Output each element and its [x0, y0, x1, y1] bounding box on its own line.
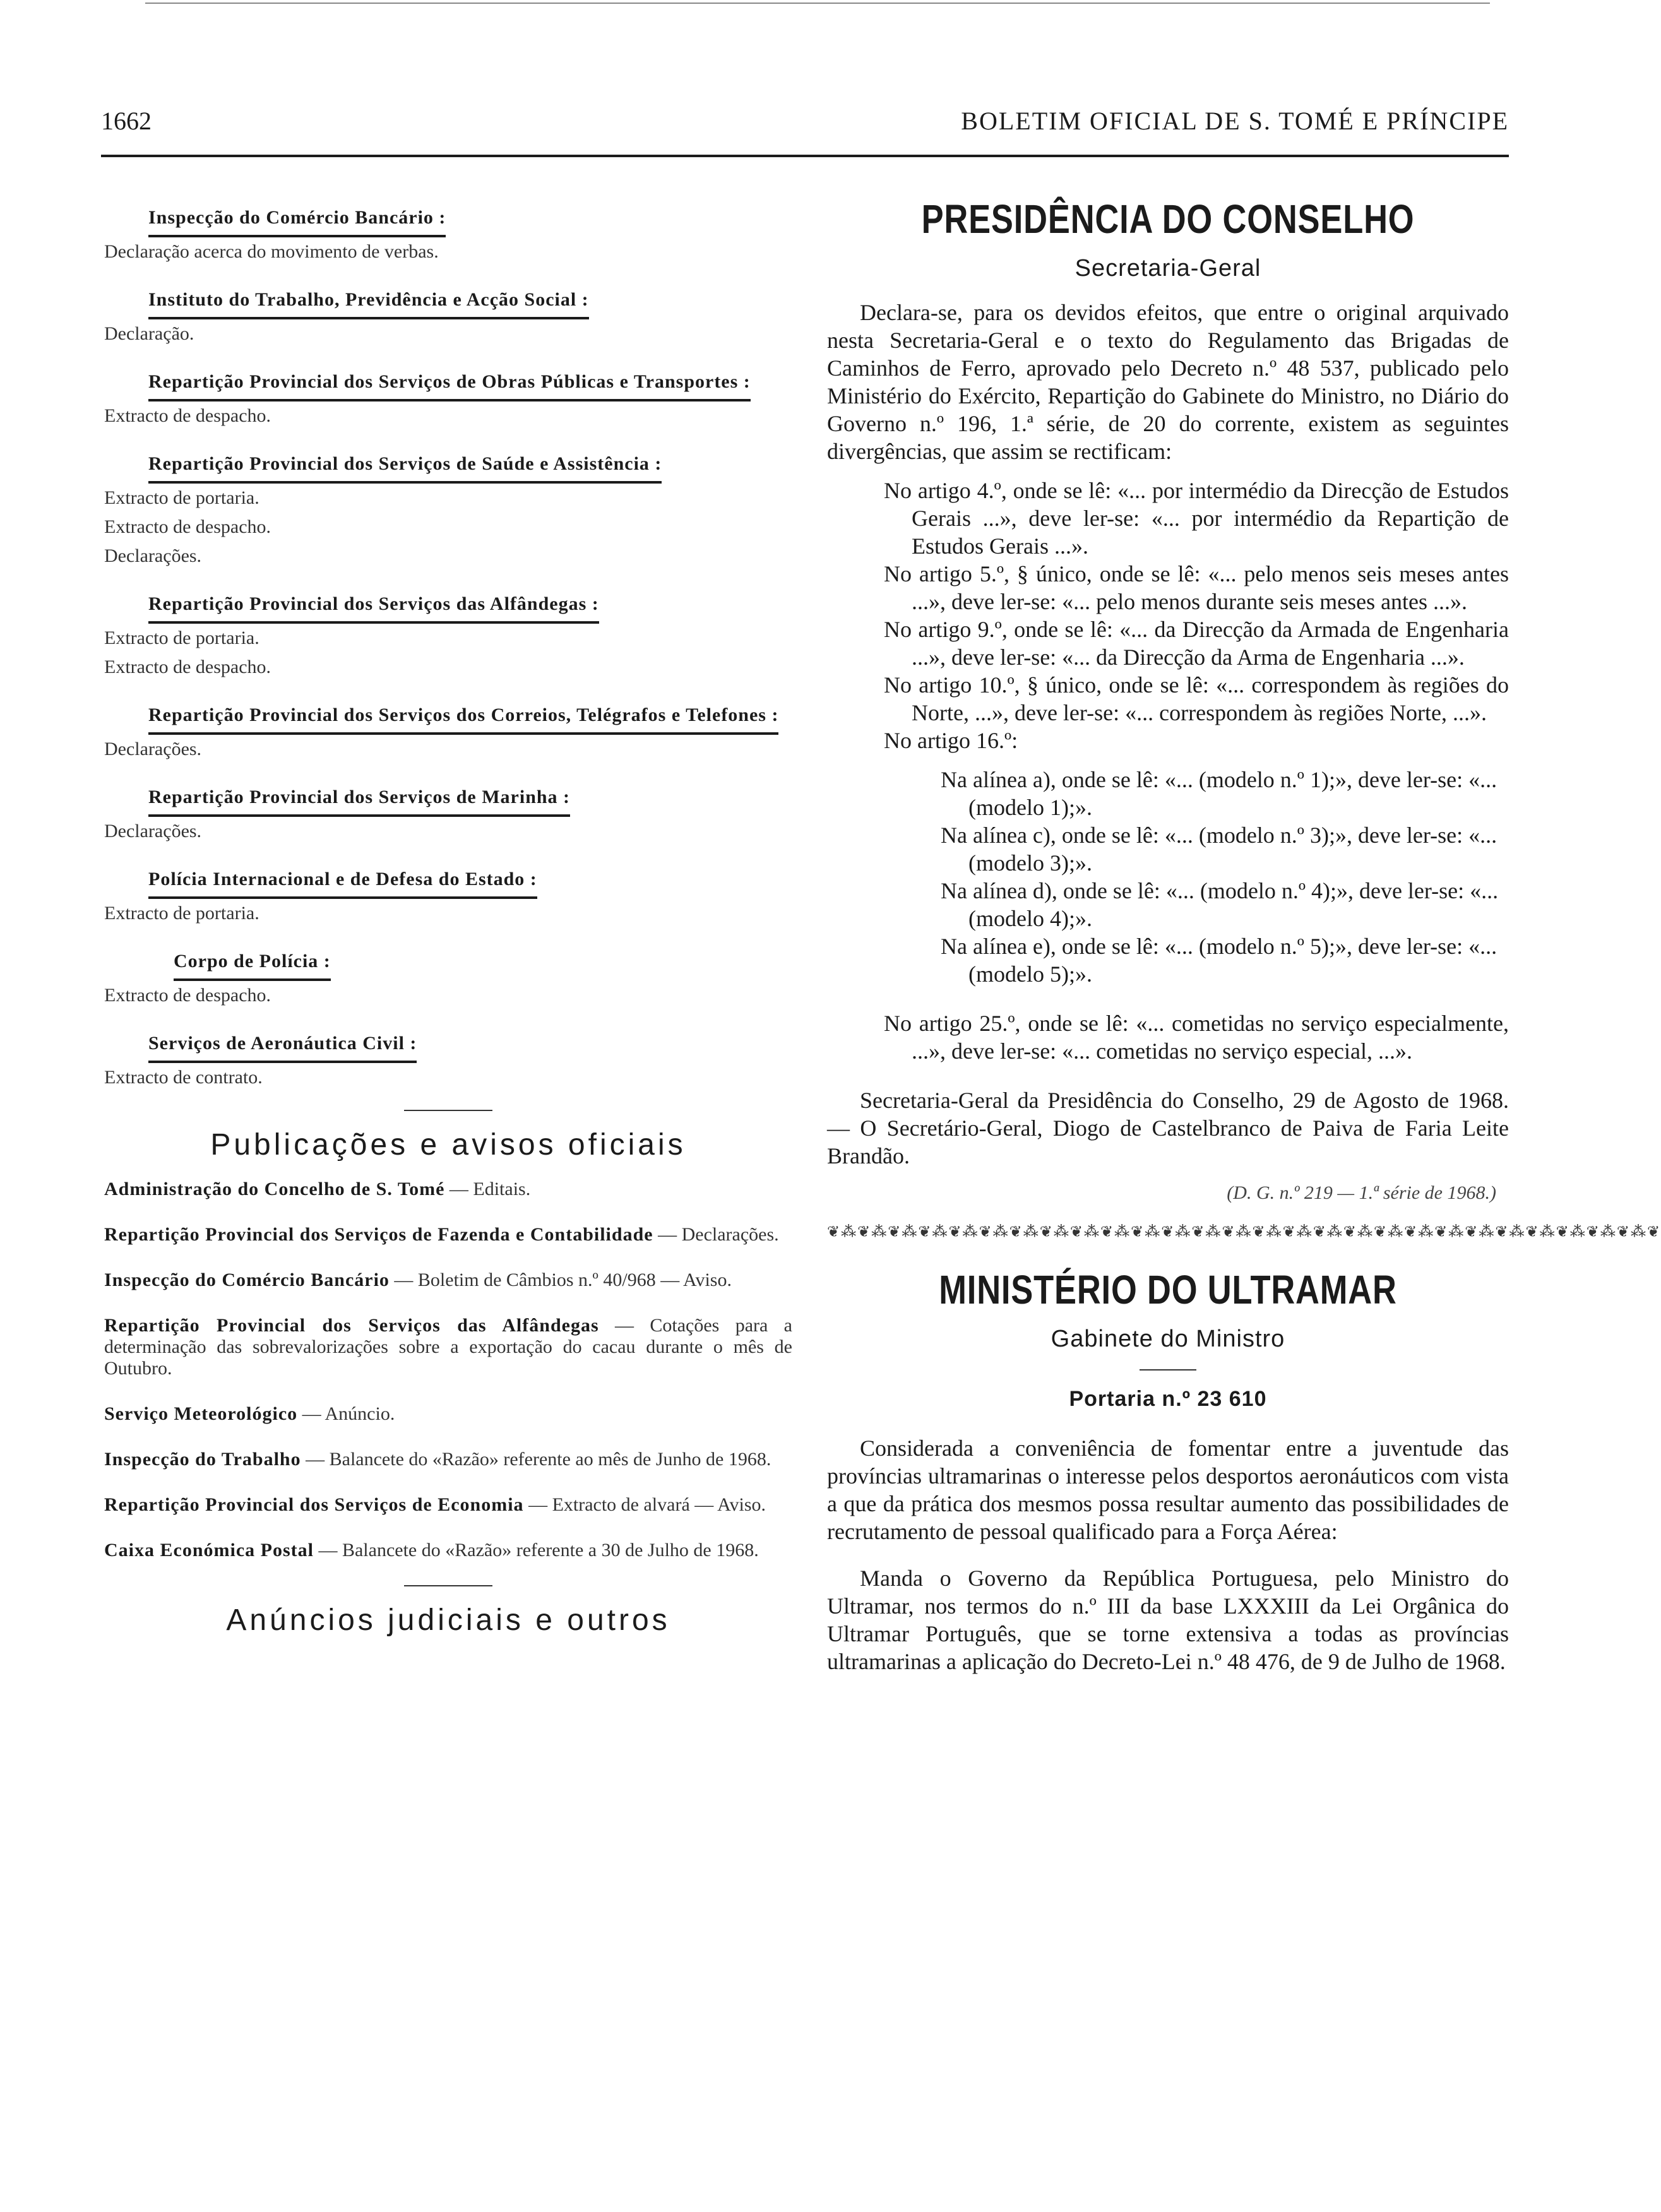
publication-desc: — Balancete do «Razão» referente a 30 de Julho de 1968.	[313, 1540, 759, 1561]
top-edge-rule	[145, 3, 1490, 4]
summary-section	[104, 588, 792, 682]
source-reference: (D. G. n.º 219 — 1.ª série de 1968.)	[1227, 1182, 1496, 1203]
alinea-rectification: Na alínea c), onde se lê: «... (modelo n.º 3);», deve ler-se: «... (modelo 3);».	[941, 823, 1497, 876]
summary-item: Declarações.	[104, 739, 202, 759]
summary-item: Extracto de portaria.	[104, 627, 259, 648]
summary-item: Extracto de portaria.	[104, 487, 259, 508]
summary-item: Declaração.	[104, 323, 194, 344]
summary-section-title: Repartição Provincial dos Serviços de Obras Públicas e Transportes :	[148, 366, 751, 401]
publication-title: Repartição Provincial dos Serviços das Alfândegas	[104, 1315, 599, 1336]
presidencia-subtitle: Secretaria-Geral	[1075, 255, 1261, 282]
portaria-paragraph: Manda o Governo da República Portuguesa, pelo Ministro do Ultramar, nos termos do n.º III da base LXXXIII da Lei Orgânica do Ultramar Português, que se torne extensiva a todas as províncias ultramarinas a aplicação do Decreto-Lei n.º 48 476, de 9 de Julho de 1968.	[827, 1566, 1509, 1674]
publication-title: Administração do Concelho de S. Tomé	[104, 1179, 445, 1199]
summary-section	[104, 448, 792, 571]
publications-heading: Publicações e avisos oficiais	[210, 1128, 686, 1162]
divider	[1140, 1369, 1196, 1371]
summary-section-title: Repartição Provincial dos Serviços das Alfândegas :	[148, 588, 599, 624]
summary-section-title: Repartição Provincial dos Serviços de Saúde e Assistência :	[148, 448, 662, 484]
summary-item: Extracto de contrato.	[104, 1067, 263, 1088]
article-rectification: No artigo 5.º, § único, onde se lê: «... pelo menos seis meses antes ...», deve ler-se: «... pelo menos durante seis meses antes ...».	[884, 561, 1509, 614]
rectifications	[884, 477, 1509, 754]
publication-desc: — Editais.	[444, 1179, 531, 1199]
presidencia-intro: Declara-se, para os devidos efeitos, que entre o original arquivado nesta Secretaria-Geral e o texto do Regulamento das Brigadas de Caminhos de Ferro, aprovado pelo Decreto n.º 48 537, publicado pelo Ministério do Exército, Repartição do Gabinete do Ministro, no Diário do Governo n.º 196, 1.ª série, de 20 do corrente, existem as seguintes divergências, que assim se rectificam:	[827, 300, 1509, 464]
divider	[404, 1585, 492, 1586]
summary-section-title: Inspecção do Comércio Bancário :	[148, 202, 446, 237]
publication-entry	[104, 1224, 792, 1246]
publication-desc: — Anúncio.	[297, 1403, 395, 1424]
header-rule	[101, 155, 1509, 157]
publication-entry	[104, 1540, 792, 1561]
publication-desc: — Declarações.	[653, 1224, 779, 1245]
running-title: BOLETIM OFICIAL DE S. TOMÉ E PRÍNCIPE	[961, 107, 1509, 135]
summary-section-title: Corpo de Polícia :	[174, 946, 331, 981]
publication-entry	[104, 1449, 792, 1470]
summary-section	[104, 864, 792, 928]
article-rectification: No artigo 10.º, § único, onde se lê: «... correspondem às regiões do Norte, ...», deve ler-se: «... correspondem às regiões Norte, ...».	[884, 672, 1509, 725]
summary-item: Extracto de despacho.	[104, 405, 271, 426]
summary-section	[104, 699, 792, 764]
publications-list	[104, 1179, 792, 1561]
summary-item: Declarações.	[104, 545, 202, 566]
summary-section-title: Repartição Provincial dos Serviços de Marinha :	[148, 782, 570, 817]
summary-item: Extracto de despacho.	[104, 657, 271, 677]
publication-title: Repartição Provincial dos Serviços de Fazenda e Contabilidade	[104, 1224, 653, 1245]
publication-entry	[104, 1270, 792, 1291]
summary-section	[104, 202, 792, 266]
ultramar-title: MINISTÉRIO DO ULTRAMAR	[939, 1267, 1397, 1312]
summary-section	[104, 284, 792, 348]
summary-item: Declarações.	[104, 821, 202, 841]
publication-title: Repartição Provincial dos Serviços de Economia	[104, 1494, 524, 1515]
alinea-rectification: Na alínea a), onde se lê: «... (modelo n.º 1);», deve ler-se: «... (modelo 1);».	[941, 767, 1497, 820]
summary-section	[104, 366, 792, 431]
publication-title: Caixa Económica Postal	[104, 1540, 314, 1561]
portaria-paragraph: Considerada a conveniência de fomentar entre a juventude das províncias ultramarinas o interesse pelos desportos aeronáuticos com vista a que da prática dos mesmos possa resultar aumento das possibilidades de recrutamento de pessoal qualificado para a Força Aérea:	[827, 1436, 1509, 1544]
page-number: 1662	[101, 107, 152, 135]
summary-item: Extracto de portaria.	[104, 903, 259, 924]
article-16-label: No artigo 16.º:	[884, 728, 1018, 753]
publication-desc: — Boletim de Câmbios n.º 40/968 — Aviso.	[389, 1270, 732, 1290]
presidencia-closing: Secretaria-Geral da Presidência do Conselho, 29 de Agosto de 1968. — O Secretário-Geral, Diogo de Castelbranco de Paiva de Faria Leite Brandão.	[827, 1088, 1509, 1168]
page-header	[101, 106, 1509, 144]
publication-title: Inspecção do Trabalho	[104, 1449, 301, 1470]
alinea-rectification: Na alínea e), onde se lê: «... (modelo n.º 5);», deve ler-se: «... (modelo 5);».	[941, 934, 1497, 987]
summary-section	[104, 782, 792, 846]
summary-section	[104, 946, 792, 1010]
publication-desc: — Extracto de alvará — Aviso.	[523, 1494, 766, 1515]
alineas	[827, 766, 1509, 988]
ultramar-subtitle: Gabinete do Ministro	[1051, 1326, 1285, 1352]
article-rectification: No artigo 9.º, onde se lê: «... da Direcção da Armada de Engenharia ...», deve ler-se: «... da Direcção da Arma de Engenharia ...».	[884, 617, 1509, 670]
summary-section-title: Repartição Provincial dos Serviços dos Correios, Telégrafos e Telefones :	[148, 699, 778, 735]
publication-entry	[104, 1494, 792, 1516]
summary-section-title: Instituto do Trabalho, Previdência e Acção Social :	[148, 284, 589, 319]
summary-item: Declaração acerca do movimento de verbas.	[104, 241, 439, 262]
alinea-rectification: Na alínea d), onde se lê: «... (modelo n.º 4);», deve ler-se: «... (modelo 4);».	[941, 878, 1499, 931]
portaria-title: Portaria n.º 23 610	[1069, 1387, 1267, 1411]
judicial-heading: Anúncios judiciais e outros	[226, 1603, 670, 1637]
publication-title: Inspecção do Comércio Bancário	[104, 1270, 390, 1290]
summary-item: Extracto de despacho.	[104, 516, 271, 537]
publication-title: Serviço Meteorológico	[104, 1403, 298, 1424]
ornament-divider: ❦⁂❦⁂❦⁂❦⁂❦⁂❦⁂❦⁂❦⁂❦⁂❦⁂❦⁂❦⁂❦⁂❦⁂❦⁂❦⁂❦⁂❦⁂❦⁂❦⁂❦⁂❦⁂❦⁂❦⁂❦⁂❦⁂❦⁂❦	[827, 1224, 1661, 1240]
summary-section-title: Polícia Internacional e de Defesa do Estado :	[148, 864, 537, 899]
publication-desc: — Cotações para a determinação das sobrevalorizações sobre a exportação do cacau durante o mês de Outubro.	[104, 1315, 792, 1379]
left-column	[104, 189, 792, 2184]
divider	[404, 1110, 492, 1111]
presidencia-title: PRESIDÊNCIA DO CONSELHO	[921, 196, 1415, 242]
summary-section	[104, 1028, 792, 1092]
article-rectification: No artigo 25.º, onde se lê: «... cometidas no serviço especialmente, ...», deve ler-se: «... cometidas no serviço especial, ...».	[884, 1011, 1509, 1064]
publication-desc: — Balancete do «Razão» referente ao mês de Junho de 1968.	[301, 1449, 771, 1470]
summary-item: Extracto de despacho.	[104, 985, 271, 1006]
publication-entry	[104, 1179, 792, 1200]
article-rectification: No artigo 4.º, onde se lê: «... por intermédio da Direcção de Estudos Gerais ...», deve ler-se: «... por intermédio da Repartição de Estudos Gerais ...».	[884, 478, 1509, 559]
publication-entry	[104, 1315, 792, 1379]
summary-section-title: Serviços de Aeronáutica Civil :	[148, 1028, 417, 1063]
right-column	[827, 189, 1661, 2184]
publication-entry	[104, 1403, 792, 1425]
